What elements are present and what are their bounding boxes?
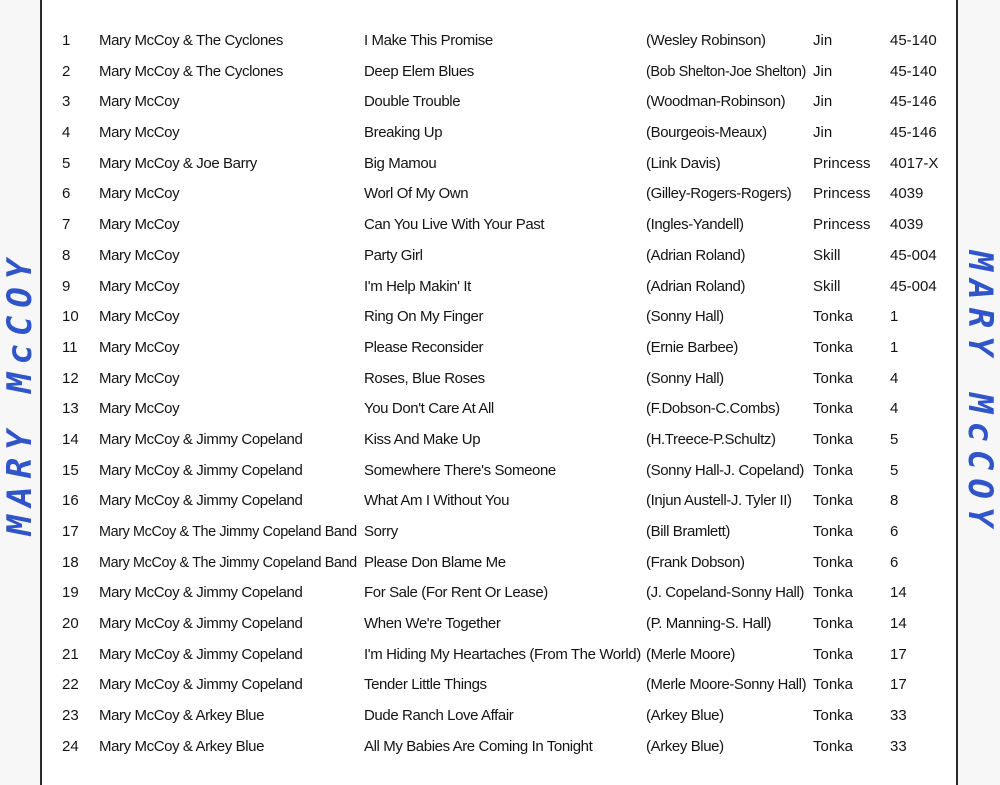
track-writer: (Arkey Blue) — [646, 737, 724, 755]
track-number: 18 — [62, 553, 79, 571]
track-catalog-number: 45-004 — [890, 246, 937, 264]
track-row — [42, 149, 956, 180]
right-spine-title: MARY McCOY — [960, 250, 1000, 535]
track-label: Jin — [813, 32, 833, 49]
track-artist: Mary McCoy — [99, 400, 180, 418]
track-catalog-number: 1 — [890, 338, 899, 356]
track-artist: Mary McCoy & Jimmy Copeland — [99, 492, 303, 510]
track-catalog-number: 45-140 — [890, 62, 937, 80]
tracklist-panel — [42, 0, 956, 785]
track-writer: (P. Manning-S. Hall) — [646, 615, 772, 633]
track-row — [42, 701, 956, 732]
track-row — [42, 302, 956, 333]
track-artist: Mary McCoy & The Cyclones — [99, 62, 283, 80]
track-label: Jin — [813, 93, 833, 111]
track-row — [42, 517, 956, 548]
track-row — [42, 486, 956, 517]
track-label: Tonka — [813, 400, 854, 418]
track-number: 2 — [62, 62, 71, 80]
track-writer: (Bob Shelton-Joe Shelton) — [646, 62, 806, 80]
track-label: Tonka — [813, 369, 854, 387]
track-number: 17 — [62, 523, 79, 540]
track-title: Dude Ranch Love Affair — [364, 707, 514, 725]
track-writer: (J. Copeland-Sonny Hall) — [646, 584, 804, 602]
track-catalog-number: 4 — [890, 400, 899, 418]
track-label: Tonka — [813, 676, 854, 694]
track-catalog-number: 33 — [890, 707, 907, 725]
track-title: Somewhere There's Someone — [364, 461, 556, 479]
track-catalog-number: 17 — [890, 645, 907, 663]
track-catalog-number: 33 — [890, 737, 907, 755]
track-label: Tonka — [813, 553, 854, 571]
track-artist: Mary McCoy & The Cyclones — [99, 32, 283, 49]
track-title: Please Don Blame Me — [364, 553, 506, 571]
track-row — [42, 210, 956, 241]
track-number: 3 — [62, 93, 71, 111]
track-list — [42, 26, 956, 763]
track-title: Tender Little Things — [364, 676, 487, 694]
track-writer: (Ernie Barbee) — [646, 338, 738, 356]
track-writer: (Sonny Hall) — [646, 308, 724, 326]
track-title: What Am I Without You — [364, 492, 510, 510]
track-number: 12 — [62, 369, 79, 387]
track-title: Deep Elem Blues — [364, 62, 474, 80]
track-number: 8 — [62, 246, 71, 264]
track-artist: Mary McCoy & Jimmy Copeland — [99, 584, 303, 602]
track-label: Jin — [813, 124, 833, 142]
track-row — [42, 333, 956, 364]
track-number: 6 — [62, 185, 71, 203]
track-artist: Mary McCoy — [99, 369, 180, 387]
track-title: I Make This Promise — [364, 32, 493, 49]
track-label: Princess — [813, 185, 871, 203]
track-artist: Mary McCoy & Joe Barry — [99, 154, 257, 172]
track-row — [42, 609, 956, 640]
track-label: Tonka — [813, 707, 854, 725]
left-spine-title: MARY McCOY — [0, 250, 40, 535]
track-row — [42, 26, 956, 57]
track-title: You Don't Care At All — [364, 400, 494, 418]
track-number: 19 — [62, 584, 79, 602]
track-number: 22 — [62, 676, 79, 694]
track-catalog-number: 45-146 — [890, 124, 937, 142]
track-label: Tonka — [813, 338, 854, 356]
track-artist: Mary McCoy — [99, 277, 180, 295]
track-row — [42, 241, 956, 272]
track-row — [42, 640, 956, 671]
track-artist: Mary McCoy & Jimmy Copeland — [99, 430, 303, 448]
track-title: All My Babies Are Coming In Tonight — [364, 737, 593, 755]
track-artist: Mary McCoy & The Jimmy Copeland Band — [99, 553, 357, 571]
track-label: Tonka — [813, 461, 854, 479]
track-artist: Mary McCoy & Arkey Blue — [99, 707, 265, 725]
track-number: 7 — [62, 216, 71, 234]
track-writer: (Gilley-Rogers-Rogers) — [646, 185, 792, 203]
track-writer: (F.Dobson-C.Combs) — [646, 400, 780, 418]
track-artist: Mary McCoy & The Jimmy Copeland Band — [99, 523, 357, 540]
track-row — [42, 578, 956, 609]
track-title: Worl Of My Own — [364, 185, 469, 203]
track-row — [42, 425, 956, 456]
track-writer: (Merle Moore-Sonny Hall) — [646, 676, 807, 694]
track-number: 14 — [62, 430, 79, 448]
track-writer: (Wesley Robinson) — [646, 32, 766, 49]
track-catalog-number: 45-004 — [890, 277, 937, 295]
track-title: Kiss And Make Up — [364, 430, 481, 448]
track-label: Tonka — [813, 737, 854, 755]
track-writer: (Injun Austell-J. Tyler II) — [646, 492, 792, 510]
track-catalog-number: 14 — [890, 615, 907, 633]
track-artist: Mary McCoy — [99, 185, 180, 203]
track-artist: Mary McCoy & Jimmy Copeland — [99, 676, 303, 694]
track-row — [42, 364, 956, 395]
track-label: Tonka — [813, 430, 854, 448]
track-writer: (Bourgeois-Meaux) — [646, 124, 767, 142]
track-number: 20 — [62, 615, 79, 633]
track-row — [42, 179, 956, 210]
track-catalog-number: 4 — [890, 369, 899, 387]
track-number: 11 — [62, 338, 78, 356]
track-catalog-number: 1 — [890, 308, 899, 326]
track-catalog-number: 5 — [890, 461, 899, 479]
track-catalog-number: 45-140 — [890, 32, 937, 49]
track-title: Breaking Up — [364, 124, 443, 142]
track-row — [42, 272, 956, 303]
track-row — [42, 394, 956, 425]
track-title: For Sale (For Rent Or Lease) — [364, 584, 548, 602]
track-catalog-number: 6 — [890, 553, 899, 571]
track-writer: (Sonny Hall) — [646, 369, 724, 387]
left-spine — [0, 0, 42, 785]
track-title: Can You Live With Your Past — [364, 216, 545, 234]
track-artist: Mary McCoy & Arkey Blue — [99, 737, 265, 755]
track-catalog-number: 45-146 — [890, 93, 937, 111]
track-catalog-number: 4039 — [890, 185, 924, 203]
track-row — [42, 456, 956, 487]
track-artist: Mary McCoy & Jimmy Copeland — [99, 645, 303, 663]
track-number: 9 — [62, 277, 71, 295]
track-writer: (Bill Bramlett) — [646, 523, 731, 540]
track-title: I'm Hiding My Heartaches (From The World) — [364, 645, 641, 663]
track-title: Party Girl — [364, 246, 423, 264]
track-writer: (Sonny Hall-J. Copeland) — [646, 461, 804, 479]
track-label: Princess — [813, 216, 871, 234]
track-number: 5 — [62, 154, 71, 172]
track-artist: Mary McCoy & Jimmy Copeland — [99, 461, 303, 479]
track-title: When We're Together — [364, 615, 501, 633]
track-artist: Mary McCoy — [99, 124, 180, 142]
track-label: Skill — [813, 277, 841, 295]
track-writer: (Woodman-Robinson) — [646, 93, 786, 111]
track-number: 15 — [62, 461, 79, 479]
track-writer: (H.Treece-P.Schultz) — [646, 430, 776, 448]
track-number: 10 — [62, 308, 79, 326]
track-number: 23 — [62, 707, 79, 725]
track-row — [42, 670, 956, 701]
track-title: Double Trouble — [364, 93, 461, 111]
track-label: Skill — [813, 246, 841, 264]
track-label: Tonka — [813, 584, 854, 602]
track-row — [42, 118, 956, 149]
track-artist: Mary McCoy — [99, 338, 180, 356]
track-number: 21 — [62, 645, 79, 663]
track-label: Tonka — [813, 308, 854, 326]
track-row — [42, 732, 956, 763]
track-title: Sorry — [364, 523, 398, 540]
track-artist: Mary McCoy & Jimmy Copeland — [99, 615, 303, 633]
track-number: 16 — [62, 492, 79, 510]
track-catalog-number: 4017-X — [890, 154, 939, 172]
track-writer: (Merle Moore) — [646, 645, 735, 663]
track-title: I'm Help Makin' It — [364, 277, 471, 295]
track-label: Tonka — [813, 492, 854, 510]
track-row — [42, 87, 956, 118]
track-catalog-number: 8 — [890, 492, 899, 510]
track-artist: Mary McCoy — [99, 246, 180, 264]
track-label: Jin — [813, 62, 833, 80]
track-writer: (Adrian Roland) — [646, 277, 746, 295]
track-catalog-number: 4039 — [890, 216, 924, 234]
track-row — [42, 57, 956, 88]
track-catalog-number: 17 — [890, 676, 907, 694]
track-title: Ring On My Finger — [364, 308, 484, 326]
track-catalog-number: 14 — [890, 584, 907, 602]
track-artist: Mary McCoy — [99, 308, 180, 326]
track-title: Please Reconsider — [364, 338, 484, 356]
track-number: 13 — [62, 400, 79, 418]
track-title: Roses, Blue Roses — [364, 369, 485, 387]
track-writer: (Arkey Blue) — [646, 707, 724, 725]
track-writer: (Adrian Roland) — [646, 246, 746, 264]
track-artist: Mary McCoy — [99, 93, 180, 111]
track-artist: Mary McCoy — [99, 216, 180, 234]
track-number: 1 — [62, 32, 71, 49]
track-catalog-number: 5 — [890, 430, 899, 448]
track-number: 4 — [62, 124, 71, 142]
track-number: 24 — [62, 737, 79, 755]
track-title: Big Mamou — [364, 154, 437, 172]
track-writer: (Link Davis) — [646, 154, 721, 172]
track-label: Princess — [813, 154, 871, 172]
track-writer: (Frank Dobson) — [646, 553, 745, 571]
track-writer: (Ingles-Yandell) — [646, 216, 744, 234]
track-row — [42, 548, 956, 579]
track-label: Tonka — [813, 523, 854, 540]
track-label: Tonka — [813, 615, 854, 633]
track-label: Tonka — [813, 645, 854, 663]
right-spine — [956, 0, 1000, 785]
track-catalog-number: 6 — [890, 523, 899, 540]
